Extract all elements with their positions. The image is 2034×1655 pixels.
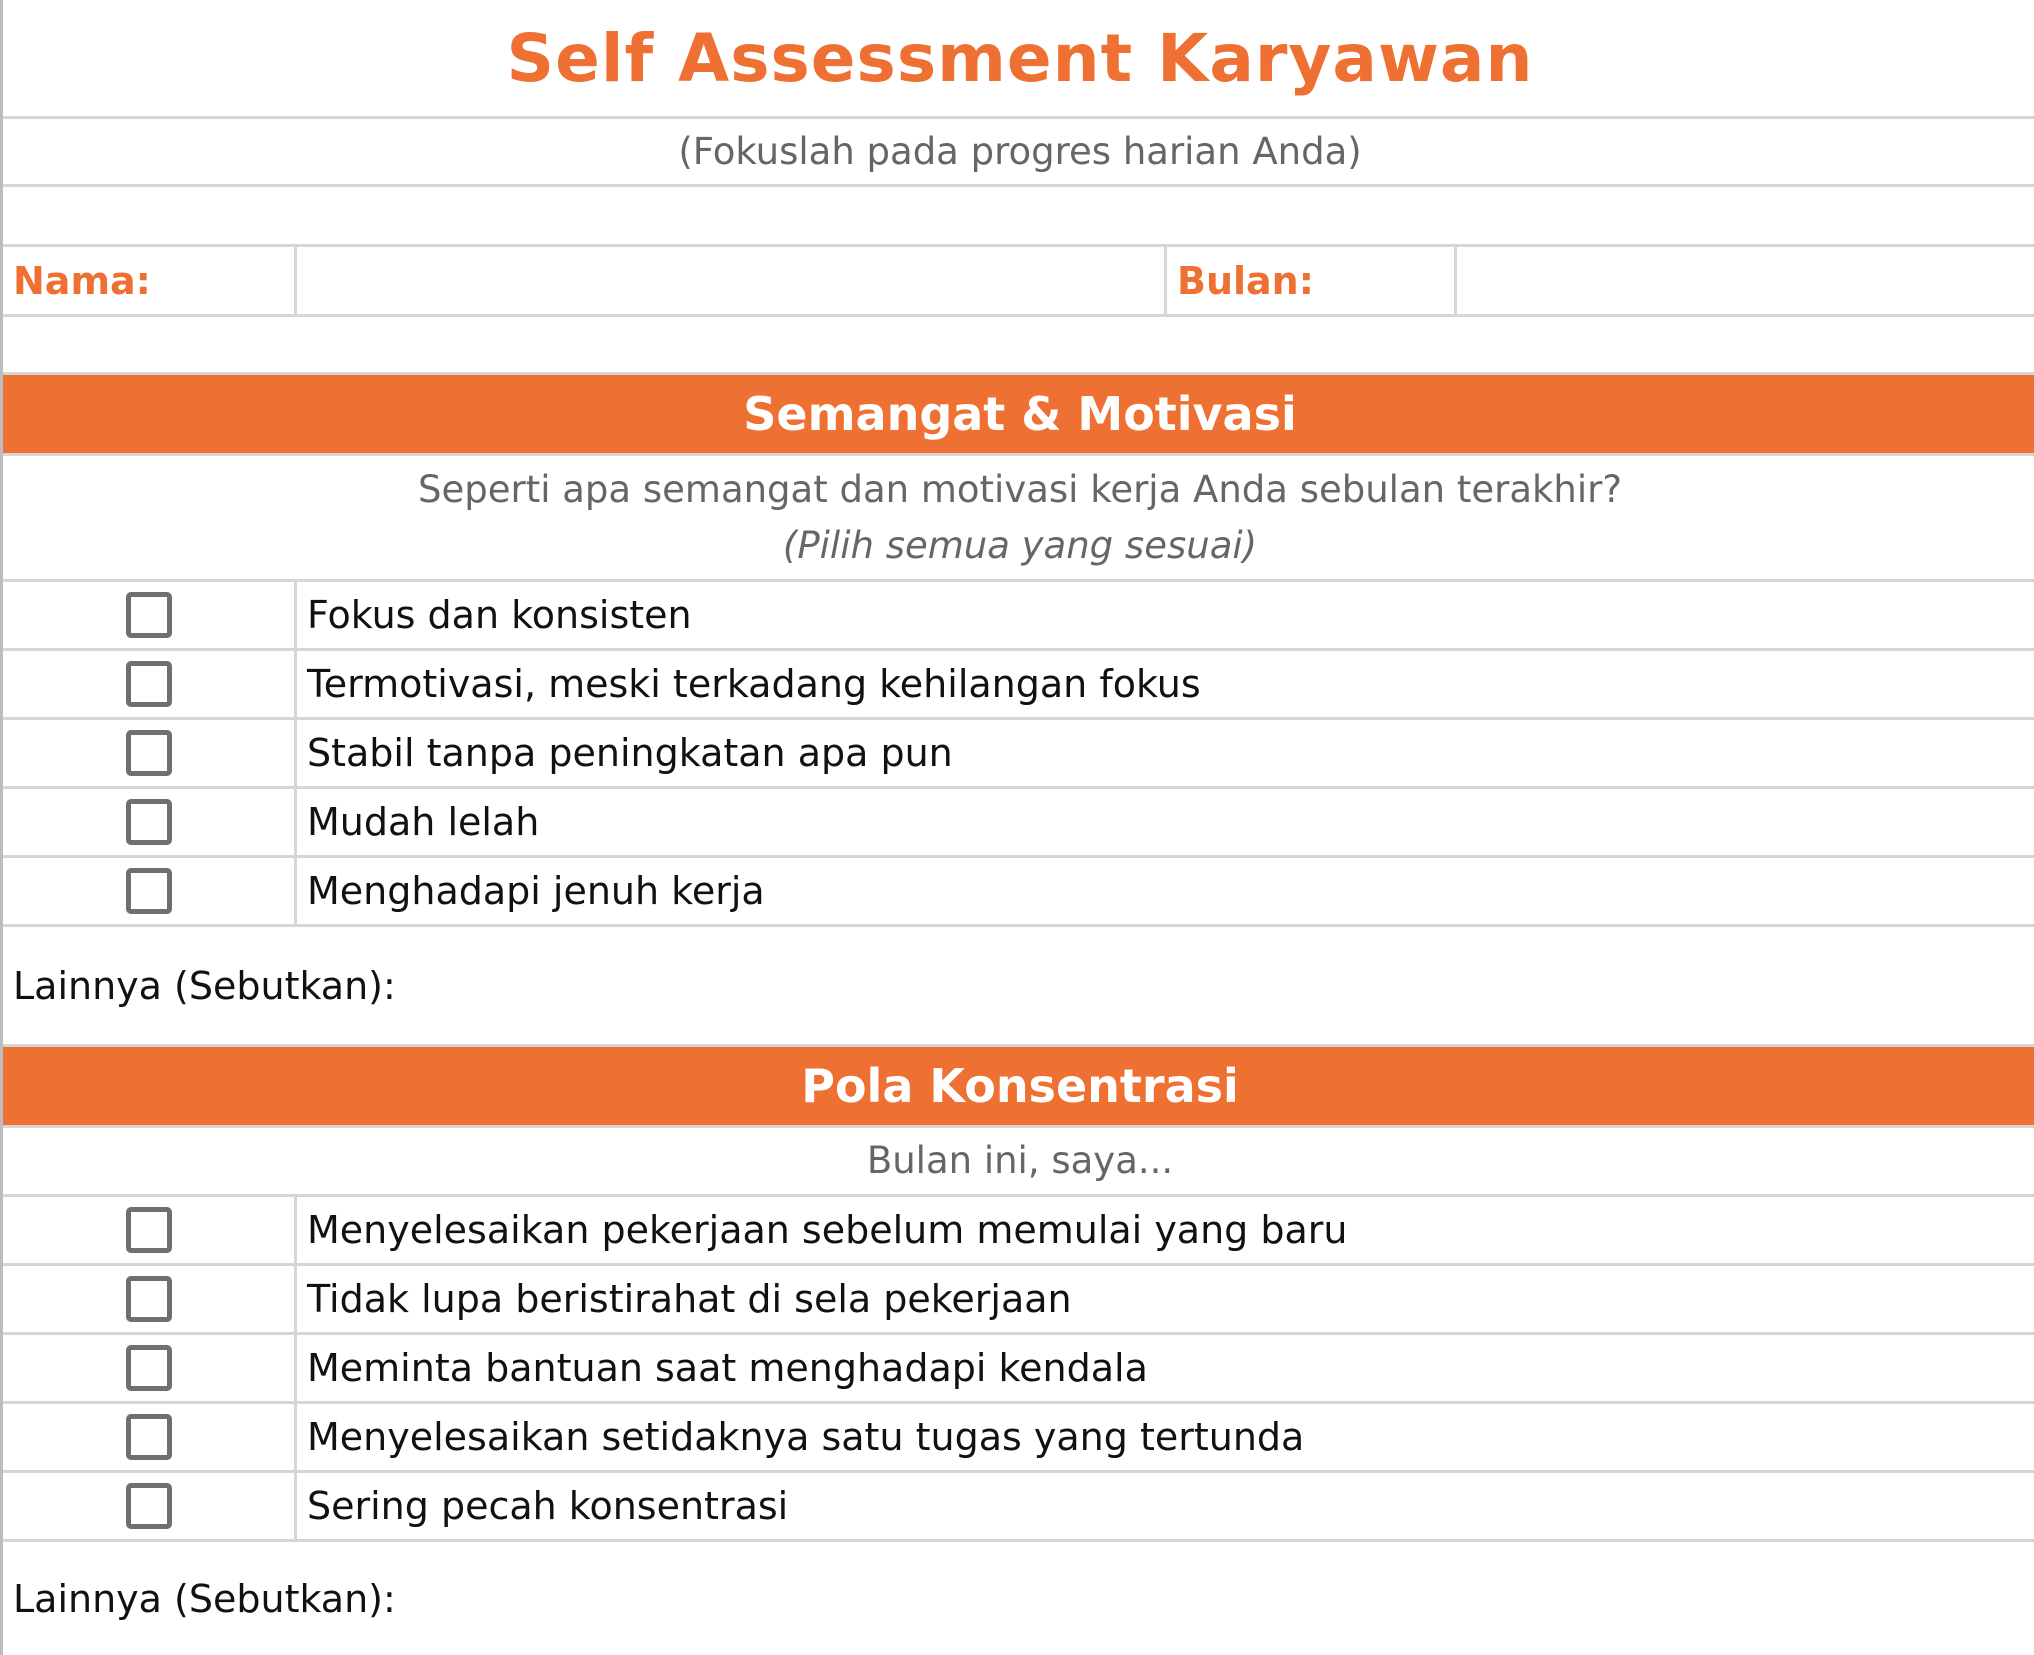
option-checkbox[interactable]	[126, 1483, 172, 1529]
option-checkbox[interactable]	[126, 661, 172, 707]
option-label: Stabil tanpa peningkatan apa pun	[307, 731, 953, 775]
option-label: Menyelesaikan pekerjaan sebelum memulai yang baru	[307, 1208, 1348, 1252]
option-row	[3, 1197, 2034, 1266]
section-title: Semangat & Motivasi	[743, 387, 1297, 441]
option-checkbox[interactable]	[126, 1345, 172, 1391]
checkbox-cell	[3, 1197, 295, 1263]
option-row	[3, 789, 2034, 858]
section-header-pola-konsentrasi	[3, 1044, 2034, 1128]
option-label: Mudah lelah	[307, 800, 540, 844]
other-row	[3, 1542, 2034, 1655]
checkbox-cell	[3, 720, 295, 786]
checkbox-cell	[3, 1335, 295, 1401]
other-label[interactable]: Lainnya (Sebutkan):	[13, 1576, 396, 1621]
option-row	[3, 720, 2034, 789]
question-hint: (Pilih semua yang sesuai)	[782, 523, 1258, 567]
other-row	[3, 927, 2034, 1044]
checkbox-cell	[3, 1266, 295, 1332]
option-checkbox[interactable]	[126, 799, 172, 845]
checkbox-cell	[3, 789, 295, 855]
option-checkbox[interactable]	[126, 1276, 172, 1322]
name-field[interactable]	[297, 247, 1164, 314]
option-checkbox[interactable]	[126, 730, 172, 776]
section-title: Pola Konsentrasi	[801, 1059, 1239, 1113]
form-subtitle: (Fokuslah pada progres harian Anda)	[678, 130, 1362, 173]
option-label: Meminta bantuan saat menghadapi kendala	[307, 1346, 1148, 1390]
form-title: Self Assessment Karyawan	[506, 19, 1534, 97]
question-text: Seperti apa semangat dan motivasi kerja Anda sebulan terakhir?	[418, 467, 1622, 511]
option-row	[3, 582, 2034, 651]
title-row	[3, 0, 2034, 119]
checkbox-cell	[3, 1404, 295, 1470]
option-row	[3, 1335, 2034, 1404]
subtitle-row	[3, 119, 2034, 187]
option-checkbox[interactable]	[126, 592, 172, 638]
section-header-semangat-motivasi	[3, 372, 2034, 456]
option-label: Tidak lupa beristirahat di sela pekerjaan	[307, 1277, 1072, 1321]
name-month-row	[3, 247, 2034, 317]
option-label: Termotivasi, meski terkadang kehilangan fokus	[307, 662, 1201, 706]
option-checkbox[interactable]	[126, 1414, 172, 1460]
option-row	[3, 651, 2034, 720]
month-field[interactable]	[1457, 247, 2034, 314]
section-question	[3, 456, 2034, 579]
option-row	[3, 1266, 2034, 1335]
option-checkbox[interactable]	[126, 1207, 172, 1253]
option-checkbox[interactable]	[126, 868, 172, 914]
section-question: Bulan ini, saya...	[866, 1139, 1174, 1182]
month-label: Bulan:	[1177, 258, 1314, 303]
section-question-row	[3, 456, 2034, 582]
section-question-row	[3, 1128, 2034, 1197]
name-label: Nama:	[13, 258, 151, 303]
checkbox-cell	[3, 1473, 295, 1539]
option-label: Fokus dan konsisten	[307, 593, 692, 637]
checkbox-cell	[3, 858, 295, 924]
option-row	[3, 858, 2034, 927]
checkbox-cell	[3, 582, 295, 648]
option-row	[3, 1404, 2034, 1473]
option-label: Sering pecah konsentrasi	[307, 1484, 789, 1528]
option-row	[3, 1473, 2034, 1542]
option-label: Menyelesaikan setidaknya satu tugas yang tertunda	[307, 1415, 1305, 1459]
other-label[interactable]: Lainnya (Sebutkan):	[13, 963, 396, 1008]
spacer-row	[3, 317, 2034, 375]
option-label: Menghadapi jenuh kerja	[307, 869, 765, 913]
checkbox-cell	[3, 651, 295, 717]
spacer-row	[3, 187, 2034, 247]
